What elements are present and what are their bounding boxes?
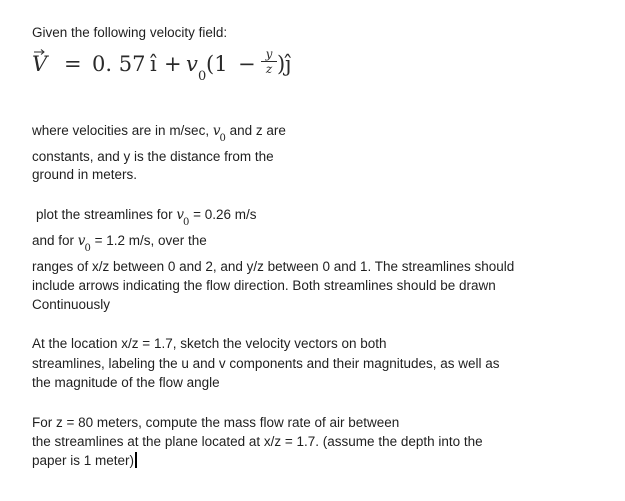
intro-text: Given the following velocity field: [32, 25, 228, 40]
para2-text-a: plot the streamlines for [36, 207, 173, 222]
para1-text-a: where velocities are in m/sec, [32, 123, 210, 138]
eq-vector-v: V [32, 52, 48, 76]
para2-v-subscript-2: 0 [84, 243, 91, 254]
para1-line1 [32, 122, 286, 142]
eq-j-hat: ĵ [285, 52, 292, 76]
para2-text-b: = 0.26 m/s [193, 207, 257, 222]
para4-line3-text: paper is 1 meter) [32, 453, 135, 468]
para1-line3: ground in meters. [32, 167, 138, 182]
eq-minus: − [238, 52, 256, 76]
vector-arrow-icon [33, 48, 45, 56]
eq-frac-numerator: y [265, 47, 273, 61]
para2-line4: include arrows indicating the flow direction. Both streamlines should be drawn [32, 278, 496, 293]
eq-subscript-zero: 0 [198, 69, 207, 84]
para2-text-d: = 1.2 m/s, over the [94, 233, 207, 248]
para3-line2: streamlines, labeling the u and v components and their magnitudes, as well as [32, 356, 500, 371]
para2-line2 [32, 232, 207, 252]
para3-line1: At the location x/z = 1.7, sketch the velocity vectors on both [32, 336, 387, 351]
eq-open-paren: (1 [206, 52, 228, 76]
para1-v-subscript: 0 [219, 133, 226, 144]
para2-text-c: and for [32, 233, 75, 248]
para2-line1 [36, 206, 257, 226]
para4-line1: For z = 80 meters, compute the mass flow rate of air between [32, 415, 400, 430]
eq-equals: = [64, 52, 82, 76]
text-cursor [135, 452, 137, 468]
eq-plus: + [164, 52, 182, 76]
para1-line2: constants, and y is the distance from the [32, 149, 274, 164]
para1-text-b: and z are [229, 123, 286, 138]
eq-coefficient: 0. 57 [92, 52, 146, 76]
para4-line3 [32, 452, 137, 470]
para2-line5: Continuously [32, 297, 111, 312]
para2-v-subscript-1: 0 [182, 217, 190, 228]
para3-line3: the magnitude of the flow angle [32, 375, 220, 390]
eq-v-symbol: v [186, 52, 198, 76]
para2-v-symbol-2: v [77, 233, 86, 249]
para1-v-symbol: v [212, 123, 221, 139]
para2-v-symbol-1: v [176, 207, 184, 223]
eq-i-hat: î [150, 52, 157, 76]
eq-fraction [261, 48, 277, 75]
para4-line2: the streamlines at the plane located at x/z = 1.7. (assume the depth into the [32, 434, 483, 449]
para2-line3: ranges of x/z between 0 and 2, and y/z between 0 and 1. The streamlines should [32, 259, 515, 274]
eq-close-paren: ) [277, 52, 286, 76]
eq-frac-denominator: z [265, 62, 273, 76]
